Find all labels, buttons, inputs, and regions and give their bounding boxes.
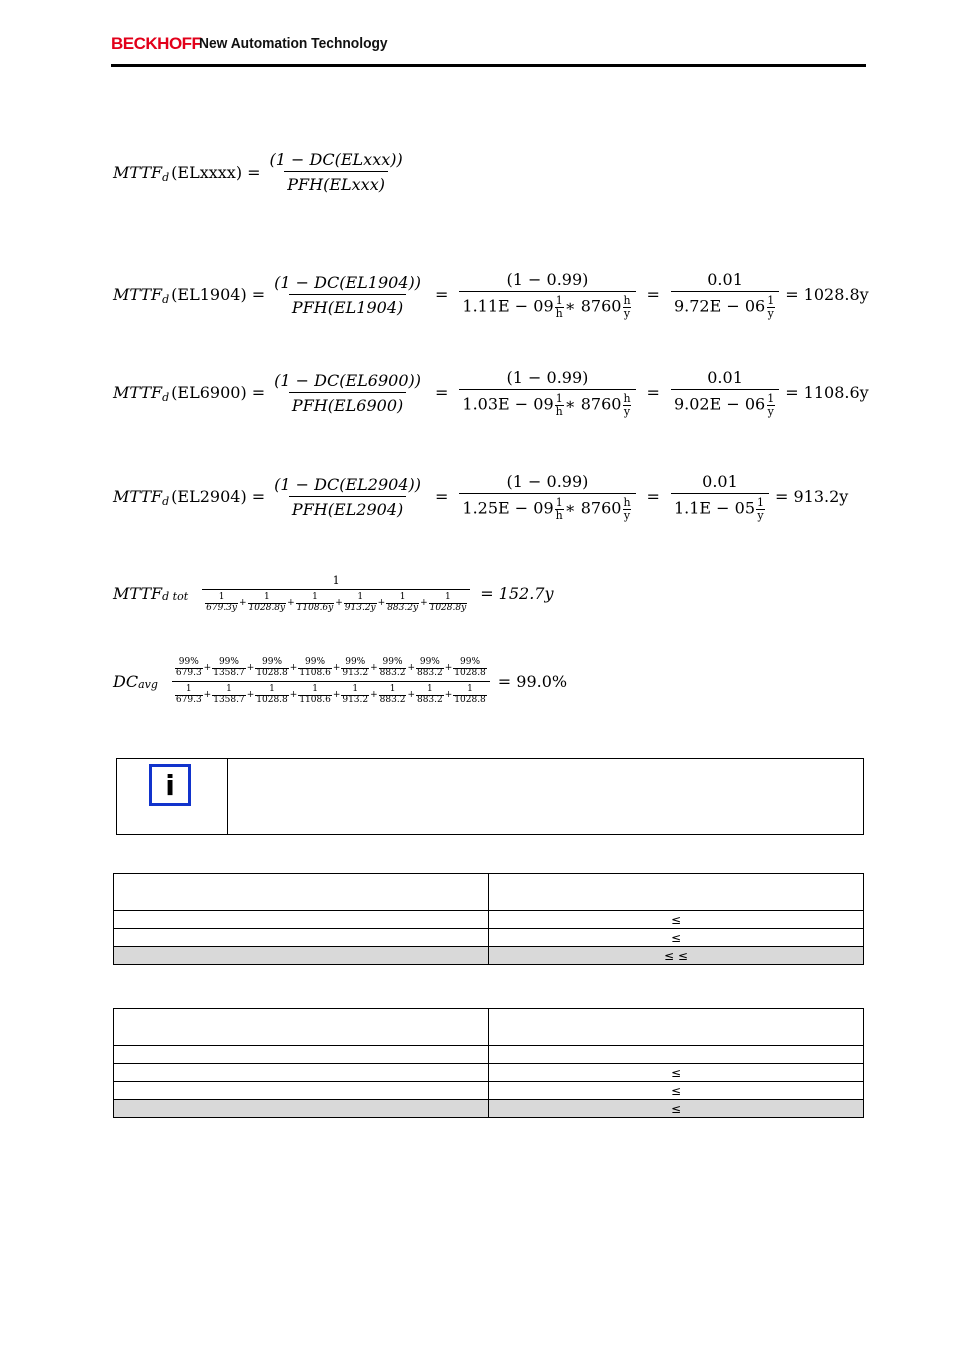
dc-den-term: $\frac{1}{883.2}$ [416,683,443,705]
table-row [114,1064,864,1082]
unit-fraction: $\frac{h}{y}$ [623,392,631,418]
unit-fraction: $\frac{1}{y}$ [767,392,775,418]
table-row [114,929,864,947]
dc-den-term: $\frac{1}{1028.8}$ [256,683,288,705]
formula-mttf-general: MTTF d (ELxxxx) = $\frac{\text{(1 − DC(ELxxx))}}{\text{PFH(ELxxx)}}$ [113,150,403,194]
table-cell [114,1082,489,1100]
formula-mttf-0: MTTF d (EL1904) = $\frac{(1 - DC(EL1904))}{\text{PFH(EL1904)}}$ = (1 − 0.99) 1.11E − 09 $\frac{1}{h}$ ∗ 8760 $\frac{h}{y}$ = 0.01 9.72E − 06 $\frac{1}{y}$ = 1028.8y [113,270,869,320]
dc-avg-denominator: 1 679.3 + $\frac{1}{1358.7}$ + $\frac{1}{1028.8}$ + $\frac{1}{1108.6}$ + $\frac{1}{913.2}$ + $\frac{1}{883.2}$ + $\frac{1}{883.2}$ + $\frac{1}{1028.8}$ [172,681,490,706]
table-row [114,1009,864,1046]
beckhoff-logo: BECKHOFF [111,34,202,53]
note-box [116,758,864,835]
table-row [114,874,864,911]
dc-den-term: 1 679.3 [175,683,202,705]
unit-fraction: $\frac{1}{y}$ [767,294,775,320]
dc-den-term: $\frac{1}{1108.6}$ [299,683,331,705]
formula-dc-avg: DC avg 99% 679.3 + $\frac{99\%}{1358.7}$ + $\frac{99\%}{1028.8}$ + $\frac{99\%}{1108.6}$ + $\frac{99\%}{913.2}$ + $\frac{99\%}{883.2}$ + $\frac{99\%}{883.2}$ + $\frac{99\%}{1028.8}$ 1 679.3 + $\frac{1}{1358.7}$ + $\frac{1}{1028.8}$ + $\frac{1}{1108.6}$ + $\frac{1}{913.2}$ + $\frac{1}{883.2}$ + $\frac{1}{883.2}$ + $\frac{1}{1028.8}$ = 99.0% [113,657,568,705]
mttf-term: $\frac{1}{1028.8y}$ [248,592,286,613]
table-cell: ≤ [489,911,864,929]
table-cell: ≤ [489,929,864,947]
table-cell [114,1064,489,1082]
dc-num-term: $\frac{99\%}{883.2}$ [379,657,406,678]
table-row [114,1082,864,1100]
table-cell [114,1046,489,1064]
mttf-term: $\frac{1}{1028.8y}$ [429,592,467,613]
table-cell: ≤ [489,1064,864,1082]
mttf-total-denominator: 1 679.3y + $\frac{1}{1028.8y}$ + $\frac{1}{1108.6y}$ + $\frac{1}{913.2y}$ + $\frac{1}{883.2y}$ + $\frac{1}{1028.8y}$ [202,589,470,614]
unit-fraction: $\frac{1}{h}$ [555,496,563,522]
table-cell [114,1100,489,1118]
dc-num-term: $\frac{99\%}{913.2}$ [342,657,369,678]
dc-den-term: $\frac{1}{1358.7}$ [213,683,245,705]
unit-fraction: $\frac{1}{h}$ [555,294,563,320]
formula-mttf-2: MTTF d (EL2904) = $\frac{(1 - DC(EL2904))}{\text{PFH(EL2904)}}$ = (1 − 0.99) 1.25E − 09 $\frac{1}{h}$ ∗ 8760 $\frac{h}{y}$ = 0.01 1.1E − 05 $\frac{1}{y}$ = 913.2y [113,472,849,522]
table-cell [489,1009,864,1046]
dc-num-term: $\frac{99\%}{883.2}$ [416,657,443,678]
table-cell [489,1046,864,1064]
mttf-term: $\frac{1}{883.2y}$ [387,592,419,613]
table-row [114,1100,864,1118]
dc-den-term: $\frac{1}{883.2}$ [379,683,406,705]
header-tagline: New Automation Technology [199,35,388,52]
table-cell: ≤ ≤ [489,947,864,965]
dc-avg-numerator: 99% 679.3 + $\frac{99\%}{1358.7}$ + $\frac{99\%}{1028.8}$ + $\frac{99\%}{1108.6}$ + $\frac{99\%}{913.2}$ + $\frac{99\%}{883.2}$ + $\frac{99\%}{883.2}$ + $\frac{99\%}{1028.8}$ [175,657,486,678]
unit-fraction: $\frac{1}{h}$ [555,392,563,418]
formula-mttf-total: MTTF d tot 1 1 679.3y + $\frac{1}{1028.8y}$ + $\frac{1}{1108.6y}$ + $\frac{1}{913.2y}$ + $\frac{1}{883.2y}$ + $\frac{1}{1028.8y}$ = 152.7y [113,574,554,613]
table-cell [114,947,489,965]
table-cell [114,1009,489,1046]
table-row [114,1046,864,1064]
mttf-term: $\frac{1}{913.2y}$ [344,592,376,613]
dc-den-term: $\frac{1}{1028.8}$ [454,683,486,705]
page-header [111,32,866,67]
table-2 [113,1008,864,1118]
unit-fraction: $\frac{h}{y}$ [623,496,631,522]
table-cell: ≤ [489,1100,864,1118]
dc-num-term: $\frac{99\%}{1358.7}$ [213,657,245,678]
table-cell [489,874,864,911]
table-cell [114,929,489,947]
table-cell: ≤ [489,1082,864,1100]
formula-mttf-1: MTTF d (EL6900) = $\frac{(1 - DC(EL6900))}{\text{PFH(EL6900)}}$ = (1 − 0.99) 1.03E − 09 $\frac{1}{h}$ ∗ 8760 $\frac{h}{y}$ = 0.01 9.02E − 06 $\frac{1}{y}$ = 1108.6y [113,368,869,418]
mttf-term: $\frac{1}{1108.6y}$ [296,592,334,613]
table-row [114,947,864,965]
table-cell [114,874,489,911]
dc-num-term: $\frac{99\%}{1028.8}$ [454,657,486,678]
dc-num-term: $\frac{99\%}{1028.8}$ [256,657,288,678]
mttf-term: 1 679.3y [206,592,237,613]
note-icon-cell [117,759,228,834]
unit-fraction: $\frac{1}{y}$ [757,496,764,522]
dc-num-term: $\frac{99\%}{1108.6}$ [299,657,331,678]
unit-fraction: $\frac{h}{y}$ [623,294,631,320]
table-cell [114,911,489,929]
info-icon: i [149,764,191,806]
table-1 [113,873,864,965]
dc-den-term: $\frac{1}{913.2}$ [342,683,369,705]
dc-num-term: 99% 679.3 [175,657,202,678]
table-row [114,911,864,929]
